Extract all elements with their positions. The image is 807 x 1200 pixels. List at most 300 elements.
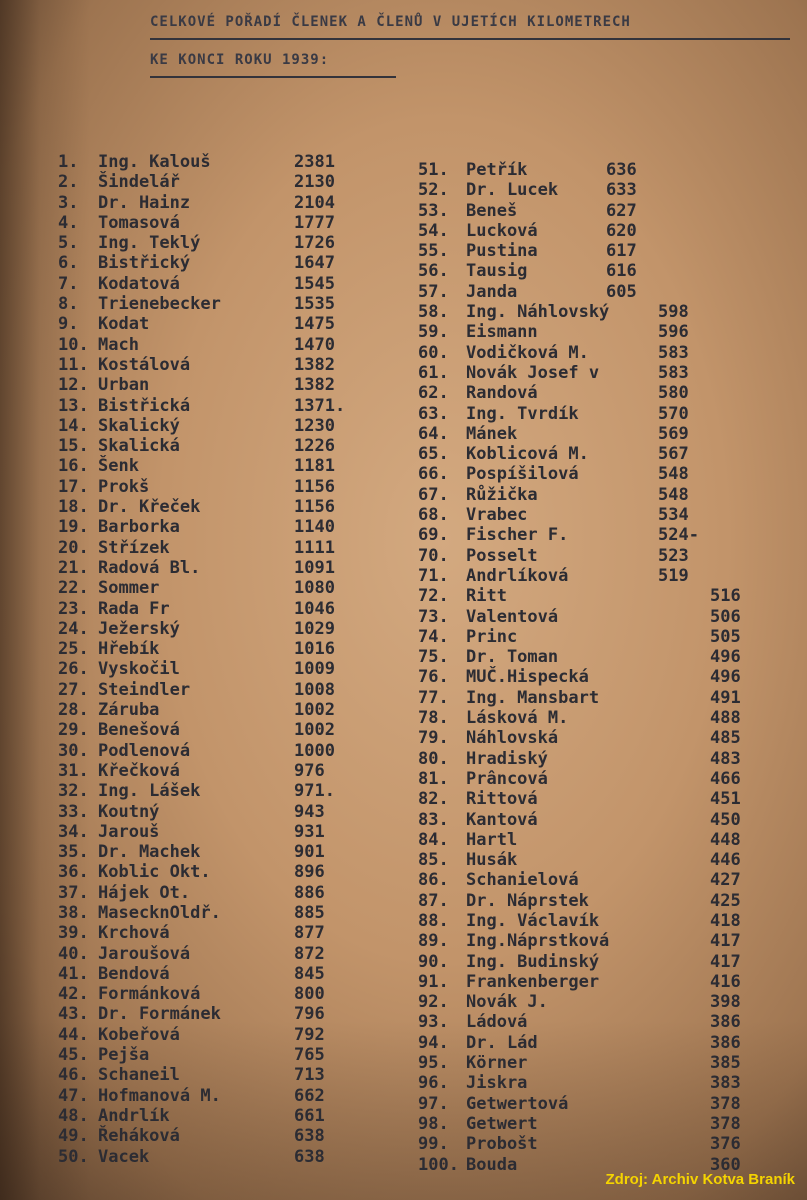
kilometers-value: 633 <box>606 180 637 201</box>
kilometers-value: 583 <box>658 342 689 363</box>
kilometers-value: 931 <box>294 821 325 842</box>
kilometers-value: 616 <box>606 261 637 282</box>
rank-number: 66. <box>418 464 449 485</box>
rank-number: 42. <box>58 984 89 1005</box>
rank-number: 3. <box>58 192 79 213</box>
list-item <box>418 1094 768 1114</box>
list-item <box>58 1045 358 1065</box>
kilometers-value: 1475 <box>294 314 335 335</box>
list-item <box>418 586 768 606</box>
rank-number: 46. <box>58 1065 89 1086</box>
rank-number: 17. <box>58 476 89 497</box>
kilometers-value: 598 <box>658 302 689 323</box>
kilometers-value: 713 <box>294 1065 325 1086</box>
rank-number: 13. <box>58 395 89 416</box>
rank-number: 65. <box>418 444 449 465</box>
member-name: Randová <box>466 383 538 404</box>
rank-number: 16. <box>58 456 89 477</box>
member-name: Vrabec <box>466 505 528 526</box>
member-name: Bistřický <box>98 253 191 274</box>
list-item <box>418 627 768 647</box>
list-item <box>418 850 768 870</box>
list-item <box>58 213 358 233</box>
kilometers-value: 1230 <box>294 415 335 436</box>
list-item <box>58 1126 358 1146</box>
rank-number: 5. <box>58 233 79 254</box>
member-name: Růžička <box>466 484 538 505</box>
rank-number: 54. <box>418 220 449 241</box>
kilometers-value: 605 <box>606 281 637 302</box>
list-item <box>58 741 358 761</box>
list-item <box>418 769 768 789</box>
list-item <box>418 1012 768 1032</box>
rank-number: 40. <box>58 943 89 964</box>
kilometers-value: 427 <box>710 870 741 891</box>
member-name: Ládová <box>466 1012 528 1033</box>
rank-number: 95. <box>418 1053 449 1074</box>
member-name: Schanielová <box>466 870 579 891</box>
member-name: Körner <box>466 1053 528 1074</box>
rank-number: 97. <box>418 1093 449 1114</box>
list-item <box>418 830 768 850</box>
rank-number: 79. <box>418 728 449 749</box>
rank-number: 63. <box>418 403 449 424</box>
member-name: Tausig <box>466 261 528 282</box>
member-name: Getwert <box>466 1113 538 1134</box>
kilometers-value: 796 <box>294 1004 325 1025</box>
kilometers-value: 638 <box>294 1126 325 1147</box>
kilometers-value: 485 <box>710 728 741 749</box>
rank-number: 94. <box>418 1032 449 1053</box>
member-name: Formánková <box>98 984 201 1005</box>
member-name: Dr. Toman <box>466 647 559 668</box>
source-credit: Zdroj: Archiv Kotva Braník <box>605 1171 795 1188</box>
list-item <box>418 952 768 972</box>
kilometers-value: 1000 <box>294 740 335 761</box>
member-name: Koblic Okt. <box>98 862 211 883</box>
rank-number: 64. <box>418 423 449 444</box>
list-item <box>418 708 768 728</box>
kilometers-value: 662 <box>294 1085 325 1106</box>
kilometers-value: 548 <box>658 464 689 485</box>
kilometers-value: 596 <box>658 322 689 343</box>
kilometers-value: 505 <box>710 626 741 647</box>
kilometers-value: 376 <box>710 1134 741 1155</box>
member-name: Dr. Náprstek <box>466 890 589 911</box>
list-item <box>418 383 768 403</box>
member-name: Podlenová <box>98 740 191 761</box>
rank-number: 88. <box>418 910 449 931</box>
kilometers-value: 417 <box>710 931 741 952</box>
rank-number: 68. <box>418 505 449 526</box>
member-name: Novák Josef v <box>466 362 600 383</box>
rank-number: 31. <box>58 760 89 781</box>
member-name: Princ <box>466 626 518 647</box>
rank-number: 75. <box>418 647 449 668</box>
member-name: Ritt <box>466 586 507 607</box>
kilometers-value: 1382 <box>294 375 335 396</box>
kilometers-value: 638 <box>294 1146 325 1167</box>
member-name: Rada Fr <box>98 598 170 619</box>
rank-number: 34. <box>58 821 89 842</box>
member-name: Šindelář <box>98 172 180 193</box>
kilometers-value: 617 <box>606 241 637 262</box>
list-item <box>58 842 358 862</box>
kilometers-value: 1181 <box>294 456 335 477</box>
list-item <box>418 810 768 830</box>
list-item <box>418 241 768 261</box>
kilometers-value: 523 <box>658 545 689 566</box>
rank-number: 37. <box>58 882 89 903</box>
rank-number: 87. <box>418 890 449 911</box>
ranking-list-left <box>58 152 358 1167</box>
kilometers-value: 491 <box>710 687 741 708</box>
member-name: Ing. Tvrdík <box>466 403 579 424</box>
kilometers-value: 1029 <box>294 618 335 639</box>
rank-number: 70. <box>418 545 449 566</box>
member-name: Barborka <box>98 517 180 538</box>
rank-number: 83. <box>418 809 449 830</box>
rank-number: 52. <box>418 180 449 201</box>
rank-number: 32. <box>58 781 89 802</box>
member-name: Bendová <box>98 963 170 984</box>
member-name: Prâncová <box>466 768 548 789</box>
member-name: Skalická <box>98 436 180 457</box>
member-name: Hřebík <box>98 639 160 660</box>
list-item <box>58 1086 358 1106</box>
kilometers-value: 1371. <box>294 395 346 416</box>
kilometers-value: 765 <box>294 1045 325 1066</box>
rank-number: 44. <box>58 1024 89 1045</box>
kilometers-value: 877 <box>294 923 325 944</box>
rank-number: 60. <box>418 342 449 363</box>
member-name: Vyskočil <box>98 659 180 680</box>
list-item <box>58 700 358 720</box>
rank-number: 11. <box>58 354 89 375</box>
member-name: Prokš <box>98 476 150 497</box>
list-item <box>418 667 768 687</box>
member-name: Bouda <box>466 1154 518 1175</box>
list-item <box>418 343 768 363</box>
list-item <box>418 464 768 484</box>
kilometers-value: 516 <box>710 586 741 607</box>
member-name: Schaneil <box>98 1065 180 1086</box>
list-item <box>58 862 358 882</box>
kilometers-value: 943 <box>294 801 325 822</box>
list-item <box>58 152 358 172</box>
member-name: Janda <box>466 281 518 302</box>
rank-number: 33. <box>58 801 89 822</box>
rank-number: 38. <box>58 902 89 923</box>
list-item <box>58 1004 358 1024</box>
rank-number: 26. <box>58 659 89 680</box>
kilometers-value: 418 <box>710 910 741 931</box>
member-name: Hartl <box>466 829 518 850</box>
kilometers-value: 896 <box>294 862 325 883</box>
rank-number: 71. <box>418 565 449 586</box>
member-name: Ing. Kalouš <box>98 152 211 172</box>
list-item <box>418 424 768 444</box>
kilometers-value: 1091 <box>294 557 335 578</box>
rank-number: 100. <box>418 1154 459 1175</box>
kilometers-value: 885 <box>294 902 325 923</box>
list-item <box>418 363 768 383</box>
member-name: Dr. Hainz <box>98 192 191 213</box>
list-item <box>58 802 358 822</box>
member-name: Lásková M. <box>466 708 569 729</box>
rank-number: 7. <box>58 273 79 294</box>
list-item <box>418 1073 768 1093</box>
list-item <box>58 1147 358 1167</box>
kilometers-value: 872 <box>294 943 325 964</box>
rank-number: 2. <box>58 172 79 193</box>
kilometers-value: 1002 <box>294 700 335 721</box>
list-item <box>58 680 358 700</box>
list-item <box>418 870 768 890</box>
kilometers-value: 1046 <box>294 598 335 619</box>
kilometers-value: 1726 <box>294 233 335 254</box>
list-item <box>58 253 358 273</box>
member-name: Frankenberger <box>466 971 600 992</box>
member-name: Šenk <box>98 456 139 477</box>
rank-number: 39. <box>58 923 89 944</box>
rank-number: 29. <box>58 720 89 741</box>
kilometers-value: 1016 <box>294 639 335 660</box>
member-name: Dr. Lucek <box>466 180 559 201</box>
list-item <box>58 294 358 314</box>
kilometers-value: 971. <box>294 781 335 802</box>
member-name: Jarouš <box>98 821 160 842</box>
list-item <box>418 261 768 281</box>
member-name: Kobeřová <box>98 1024 180 1045</box>
list-item <box>418 992 768 1012</box>
list-item <box>58 375 358 395</box>
rank-number: 20. <box>58 537 89 558</box>
list-item <box>418 688 768 708</box>
kilometers-value: 792 <box>294 1024 325 1045</box>
kilometers-value: 976 <box>294 760 325 781</box>
rank-number: 85. <box>418 850 449 871</box>
member-name: Hájek Ot. <box>98 882 191 903</box>
member-name: Vodičková M. <box>466 342 589 363</box>
rank-number: 23. <box>58 598 89 619</box>
rank-number: 45. <box>58 1045 89 1066</box>
kilometers-value: 378 <box>710 1093 741 1114</box>
rank-number: 91. <box>418 971 449 992</box>
kilometers-value: 1156 <box>294 497 335 518</box>
kilometers-value: 627 <box>606 200 637 221</box>
list-item <box>418 891 768 911</box>
kilometers-value: 450 <box>710 809 741 830</box>
member-name: Křečková <box>98 760 180 781</box>
kilometers-value: 901 <box>294 842 325 863</box>
list-item <box>418 505 768 525</box>
member-name: Andrlík <box>98 1105 170 1126</box>
list-item <box>58 578 358 598</box>
member-name: Koblicová M. <box>466 444 589 465</box>
rank-number: 89. <box>418 931 449 952</box>
kilometers-value: 800 <box>294 984 325 1005</box>
kilometers-value: 466 <box>710 768 741 789</box>
list-item <box>58 984 358 1004</box>
list-item <box>58 903 358 923</box>
list-item <box>58 659 358 679</box>
member-name: Ing. Teklý <box>98 233 201 254</box>
kilometers-value: 2104 <box>294 192 335 213</box>
list-item <box>418 180 768 200</box>
list-item <box>418 931 768 951</box>
member-name: Mánek <box>466 423 518 444</box>
rank-number: 59. <box>418 322 449 343</box>
kilometers-value: 1777 <box>294 212 335 233</box>
kilometers-value: 620 <box>606 220 637 241</box>
kilometers-value: 534 <box>658 505 689 526</box>
list-item <box>58 619 358 639</box>
kilometers-value: 1382 <box>294 354 335 375</box>
rank-number: 51. <box>418 160 449 180</box>
kilometers-value: 583 <box>658 362 689 383</box>
rank-number: 35. <box>58 842 89 863</box>
kilometers-value: 386 <box>710 1032 741 1053</box>
list-item <box>58 517 358 537</box>
subtitle-underline <box>150 76 396 78</box>
rank-number: 50. <box>58 1146 89 1167</box>
member-name: Andrlíková <box>466 565 569 586</box>
list-item <box>418 322 768 342</box>
member-name: Mach <box>98 334 139 355</box>
member-name: Pejša <box>98 1045 150 1066</box>
member-name: Posselt <box>466 545 538 566</box>
rank-number: 30. <box>58 740 89 761</box>
member-name: Ing.Náprstková <box>466 931 610 952</box>
list-item <box>58 274 358 294</box>
member-name: Krchová <box>98 923 170 944</box>
list-item <box>418 911 768 931</box>
member-name: Novák J. <box>466 992 548 1013</box>
rank-number: 41. <box>58 963 89 984</box>
kilometers-value: 548 <box>658 484 689 505</box>
rank-number: 27. <box>58 679 89 700</box>
member-name: Dr. Formánek <box>98 1004 221 1025</box>
member-name: Fischer F. <box>466 525 569 546</box>
kilometers-value: 496 <box>710 647 741 668</box>
list-item <box>58 639 358 659</box>
kilometers-value: 1535 <box>294 294 335 315</box>
list-item <box>418 546 768 566</box>
list-item <box>418 1134 768 1154</box>
rank-number: 90. <box>418 951 449 972</box>
member-name: Jiskra <box>466 1073 528 1094</box>
member-name: Urban <box>98 375 150 396</box>
rank-number: 96. <box>418 1073 449 1094</box>
rank-number: 24. <box>58 618 89 639</box>
rank-number: 74. <box>418 626 449 647</box>
kilometers-value: 636 <box>606 160 637 180</box>
kilometers-value: 360 <box>710 1154 741 1175</box>
member-name: Pospíšilová <box>466 464 579 485</box>
member-name: Ing. Mansbart <box>466 687 600 708</box>
list-item <box>58 193 358 213</box>
list-item <box>58 456 358 476</box>
member-name: Probošt <box>466 1134 538 1155</box>
member-name: Záruba <box>98 700 160 721</box>
rank-number: 22. <box>58 578 89 599</box>
kilometers-value: 1140 <box>294 517 335 538</box>
kilometers-value: 483 <box>710 748 741 769</box>
list-item <box>418 302 768 322</box>
list-item <box>58 416 358 436</box>
list-item <box>418 201 768 221</box>
member-name: Kodat <box>98 314 150 335</box>
member-name: Dr. Machek <box>98 842 201 863</box>
kilometers-value: 425 <box>710 890 741 911</box>
rank-number: 61. <box>418 362 449 383</box>
kilometers-value: 446 <box>710 850 741 871</box>
member-name: Ježerský <box>98 618 180 639</box>
member-name: Husák <box>466 850 518 871</box>
rank-number: 56. <box>418 261 449 282</box>
member-name: Jaroušová <box>98 943 191 964</box>
kilometers-value: 1156 <box>294 476 335 497</box>
kilometers-value: 524- <box>658 525 699 546</box>
kilometers-value: 567 <box>658 444 689 465</box>
list-item <box>58 822 358 842</box>
rank-number: 76. <box>418 667 449 688</box>
kilometers-value: 385 <box>710 1053 741 1074</box>
member-name: Náhlovská <box>466 728 559 749</box>
kilometers-value: 1008 <box>294 679 335 700</box>
member-name: Beneš <box>466 200 518 221</box>
member-name: Sommer <box>98 578 160 599</box>
list-item <box>418 728 768 748</box>
kilometers-value: 661 <box>294 1105 325 1126</box>
member-name: Řeháková <box>98 1126 180 1147</box>
kilometers-value: 416 <box>710 971 741 992</box>
list-item <box>418 221 768 241</box>
member-name: Benešová <box>98 720 180 741</box>
rank-number: 1. <box>58 152 79 172</box>
kilometers-value: 570 <box>658 403 689 424</box>
kilometers-value: 519 <box>658 565 689 586</box>
member-name: Koutný <box>98 801 160 822</box>
kilometers-value: 1009 <box>294 659 335 680</box>
member-name: Hofmanová M. <box>98 1085 221 1106</box>
kilometers-value: 1002 <box>294 720 335 741</box>
rank-number: 78. <box>418 708 449 729</box>
list-item <box>58 396 358 416</box>
kilometers-value: 451 <box>710 789 741 810</box>
member-name: Kodatová <box>98 273 180 294</box>
kilometers-value: 845 <box>294 963 325 984</box>
list-item <box>418 749 768 769</box>
rank-number: 77. <box>418 687 449 708</box>
rank-number: 73. <box>418 606 449 627</box>
member-name: Eismann <box>466 322 538 343</box>
kilometers-value: 580 <box>658 383 689 404</box>
list-item <box>58 761 358 781</box>
member-name: Rittová <box>466 789 538 810</box>
list-item <box>418 282 768 302</box>
list-item <box>58 1025 358 1045</box>
rank-number: 81. <box>418 768 449 789</box>
list-item <box>58 1065 358 1085</box>
member-name: Pustina <box>466 241 538 262</box>
rank-number: 82. <box>418 789 449 810</box>
list-item <box>58 781 358 801</box>
kilometers-value: 1470 <box>294 334 335 355</box>
rank-number: 58. <box>418 302 449 323</box>
list-item <box>418 1053 768 1073</box>
